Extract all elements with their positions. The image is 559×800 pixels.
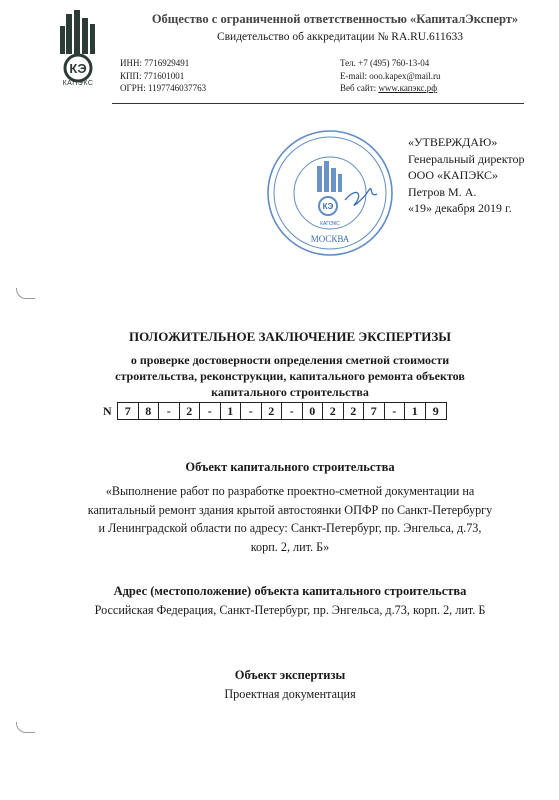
logo-caption: КАПЭКС — [62, 80, 94, 87]
approval-block — [408, 134, 525, 217]
approval-line-4: Петров М. А. — [408, 184, 477, 199]
approval-line-1: «УТВЕРЖДАЮ» — [408, 135, 498, 149]
approval-line-2: Генеральный директор — [408, 151, 525, 166]
number-cell: 2 — [180, 403, 201, 420]
subtitle-line-1: о проверке достоверности определения сметной стоимости — [130, 353, 450, 367]
number-cell: 1 — [405, 403, 426, 420]
object-line-2: капитальный ремонт здания крытой автостоянки ОПФР по Санкт-Петербургу — [87, 502, 493, 517]
expertise-text: Проектная документация — [224, 687, 356, 701]
requisites-left — [120, 57, 206, 95]
number-cell: - — [385, 403, 406, 420]
svg-text:КЭ: КЭ — [322, 202, 334, 211]
number-cell: 7 — [364, 403, 385, 420]
inn: ИНН: 7716929491 — [120, 58, 190, 68]
number-cell: 1 — [221, 403, 242, 420]
kpp: КПП: 771601001 — [120, 70, 185, 81]
conclusion-number — [103, 402, 447, 420]
subtitle-line-3: капитального строительства — [211, 385, 369, 399]
subtitle-line-2: строительства, реконструкции, капитального ремонта объектов — [115, 369, 465, 383]
number-cell: 7 — [118, 403, 139, 420]
ogrn: ОГРН: 1197746037763 — [120, 83, 207, 93]
object-line-3: и Ленинградской области по адресу: Санкт-Петербург, пр. Энгельса, д.73, — [98, 521, 482, 535]
number-cell: - — [282, 403, 303, 420]
number-cell: 2 — [262, 403, 283, 420]
document-subtitle — [60, 352, 520, 400]
object-line-1: «Выполнение работ по разработке проектно-сметной документации на — [105, 484, 475, 498]
contacts-right — [340, 57, 441, 95]
address-heading: Адрес (местоположение) объекта капитального строительства — [113, 584, 467, 598]
object-line-4: корп. 2, лит. Б» — [250, 539, 330, 554]
number-cell: 9 — [432, 404, 439, 418]
object-description — [55, 482, 525, 556]
email: E-mail: ooo.kapex@mail.ru — [340, 70, 441, 81]
number-cell: 0 — [303, 403, 324, 420]
approval-line-3: ООО «КАПЭКС» — [408, 168, 498, 182]
punch-mark — [16, 288, 35, 299]
punch-mark — [16, 722, 35, 733]
number-cell: - — [241, 403, 262, 420]
number-cell: - — [159, 403, 180, 420]
website-link[interactable]: www.капэкс.рф — [378, 83, 438, 93]
header-divider — [112, 103, 524, 104]
stamp-logo-text: КАПЭКС — [320, 221, 340, 227]
website-label: Веб сайт: — [340, 83, 379, 93]
approval-line-5: «19» декабря 2019 г. — [408, 201, 512, 215]
website — [340, 82, 441, 95]
address-text: Российская Федерация, Санкт-Петербург, пр. Энгельса, д.73, корп. 2, лит. Б — [94, 603, 486, 617]
number-cell: - — [200, 403, 221, 420]
accreditation-line: Свидетельство об аккредитации № RA.RU.611633 — [216, 31, 464, 43]
number-cell: 2 — [344, 403, 365, 420]
document-title: ПОЛОЖИТЕЛЬНОЕ ЗАКЛЮЧЕНИЕ ЭКСПЕРТИЗЫ — [128, 329, 452, 344]
object-heading: Объект капитального строительства — [185, 460, 395, 474]
number-prefix: N — [103, 404, 112, 418]
svg-text:КЭ: КЭ — [69, 61, 87, 76]
number-cell: 2 — [323, 403, 344, 420]
number-cell: 8 — [139, 403, 160, 420]
organization-name: Общество с ограниченной ответственностью «КапиталЭксперт» — [151, 12, 519, 26]
number-cells — [117, 402, 447, 420]
company-stamp — [265, 128, 395, 258]
phone: Тел. +7 (495) 760-13-04 — [340, 58, 430, 68]
stamp-city: МОСКВА — [310, 234, 350, 244]
expertise-heading: Объект экспертизы — [234, 668, 346, 682]
